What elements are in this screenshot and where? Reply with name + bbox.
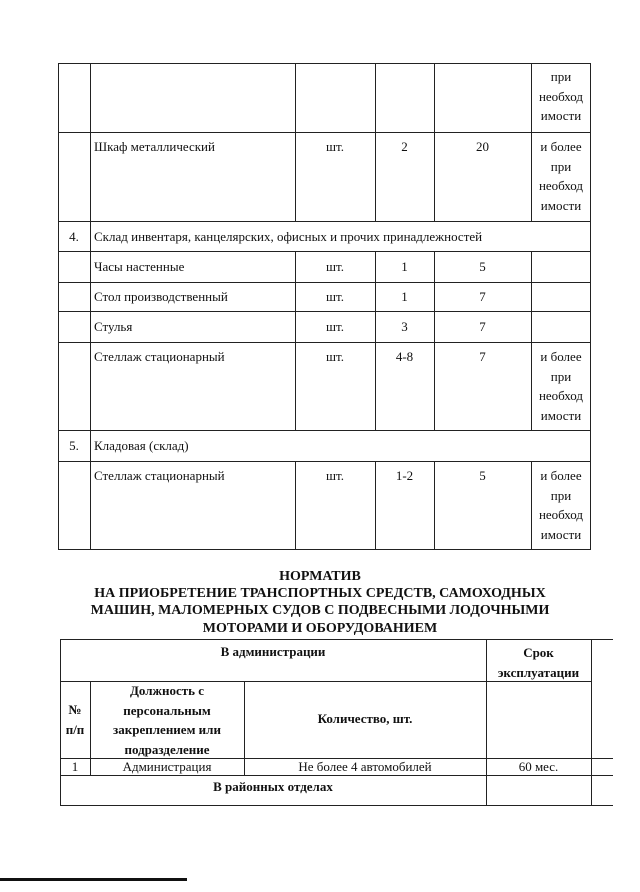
item-name: Стол производственный: [94, 289, 228, 304]
heading-line: НА ПРИОБРЕТЕНИЕ ТРАНСПОРТНЫХ СРЕДСТВ, САМОХОДНЫХ: [94, 586, 546, 601]
row-number: 1: [71, 759, 79, 774]
term-cell: 7: [479, 319, 486, 334]
note-cell: при необход имости: [538, 69, 584, 123]
unit-cell: шт.: [326, 259, 344, 274]
item-name: Стеллаж стационарный: [94, 468, 225, 483]
district-header: В районных отделах: [213, 779, 333, 794]
term-cell: 7: [479, 289, 486, 304]
unit-cell: шт.: [326, 349, 344, 364]
section-number: 5.: [69, 438, 79, 453]
item-name: Стулья: [94, 319, 133, 334]
term-cell: 60 мес.: [518, 759, 559, 774]
item-name: Шкаф металлический: [94, 139, 215, 154]
qty-cell: 3: [401, 319, 408, 334]
qty-cell: 1: [401, 259, 408, 274]
section-title: Склад инвентаря, канцелярских, офисных и прочих принадлежностей: [94, 229, 483, 244]
position-header: Должность с персональным закреплением или подразделение: [113, 683, 221, 757]
heading-line: НОРМАТИВ: [279, 569, 361, 584]
note-cell: и более при необход имости: [538, 468, 584, 542]
term-cell: 20: [476, 139, 489, 154]
item-name: Стеллаж стационарный: [94, 349, 225, 364]
qty-cell: 1: [401, 289, 408, 304]
admin-header: В администрации: [220, 644, 326, 659]
note-cell: и более при необход имости: [538, 139, 584, 213]
term-header: Срок эксплуатации: [497, 645, 580, 680]
heading-line: МОТОРАМИ И ОБОРУДОВАНИЕМ: [202, 621, 438, 636]
unit-cell: шт.: [326, 468, 344, 483]
unit-cell: шт.: [326, 319, 344, 334]
unit-cell: шт.: [326, 289, 344, 304]
heading-line: МАШИН, МАЛОМЕРНЫХ СУДОВ С ПОДВЕСНЫМИ ЛОДОЧНЫМИ: [90, 603, 550, 618]
scan-edge-line: [0, 878, 187, 881]
term-cell: 5: [479, 468, 486, 483]
section-number: 4.: [69, 229, 79, 244]
position-cell: Администрация: [122, 759, 212, 774]
unit-cell: шт.: [326, 139, 344, 154]
term-cell: 5: [479, 259, 486, 274]
qty-cell: 4-8: [395, 349, 414, 364]
qty-cell: Не более 4 автомобилей: [298, 759, 432, 774]
term-cell: 7: [479, 349, 486, 364]
item-name: Часы настенные: [94, 259, 185, 274]
qty-cell: 2: [401, 139, 408, 154]
qty-header: Количество, шт.: [317, 711, 413, 726]
qty-cell: 1-2: [395, 468, 414, 483]
section-title: Кладовая (склад): [94, 438, 189, 453]
num-header: № п/п: [65, 702, 85, 737]
note-cell: и более при необход имости: [538, 349, 584, 423]
